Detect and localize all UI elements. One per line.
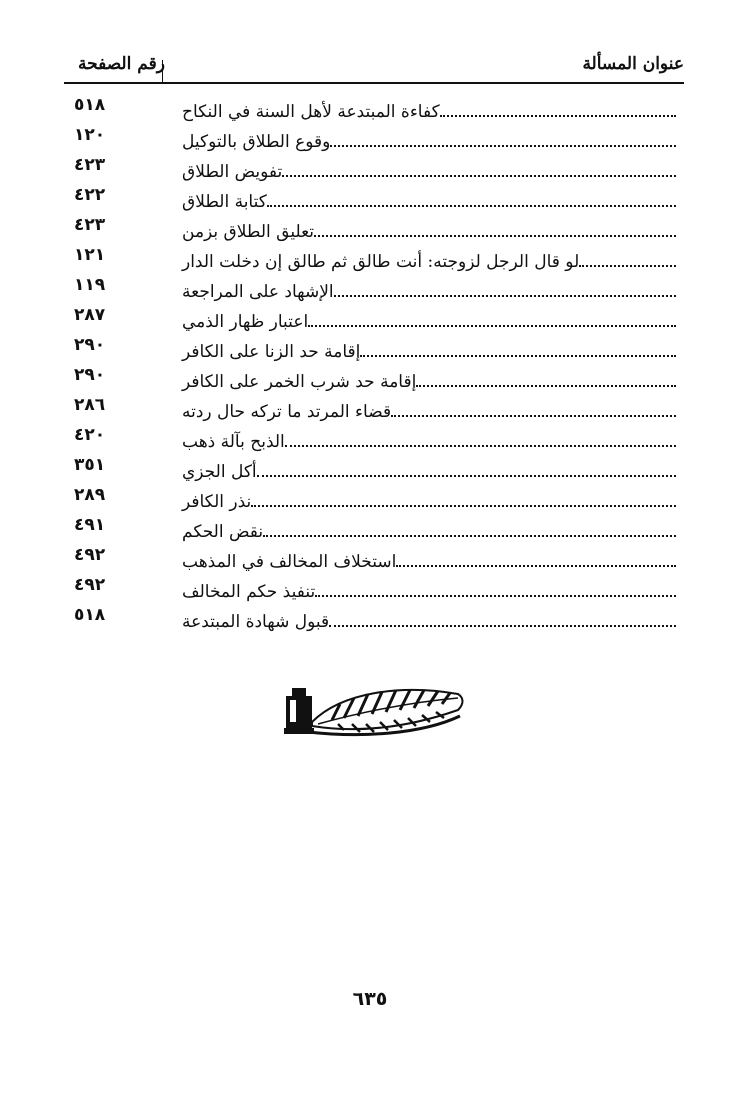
- entry-page-number: ١١٩: [74, 275, 106, 295]
- index-entry: [64, 395, 684, 425]
- index-entry: [64, 335, 684, 365]
- entry-page-number: ٤٩٢: [74, 575, 106, 595]
- entry-title: الذبح بآلة ذهب: [182, 432, 285, 452]
- index-entry-list: [64, 95, 684, 635]
- dot-leader: [416, 385, 676, 387]
- entry-line: [174, 245, 676, 273]
- entry-page-number: ٢٩٠: [74, 365, 106, 385]
- entry-title: أكل الجزي: [182, 462, 257, 482]
- entry-title: نذر الكافر: [182, 492, 252, 512]
- dot-leader: [579, 265, 676, 267]
- entry-page-number: ٣٥١: [74, 455, 106, 475]
- index-entry: [64, 425, 684, 455]
- index-entry: [64, 95, 684, 125]
- entry-title: تنفيذ حكم المخالف: [182, 582, 316, 602]
- entry-line: [174, 275, 676, 303]
- index-entry: [64, 545, 684, 575]
- entry-page-number: ٢٨٩: [74, 485, 106, 505]
- index-entry: [64, 365, 684, 395]
- entry-title: قبول شهادة المبتدعة: [182, 612, 330, 632]
- entry-title: وقوع الطلاق بالتوكيل: [182, 132, 331, 152]
- index-entry: [64, 455, 684, 485]
- entry-line: [174, 575, 676, 603]
- entry-page-number: ٤٢٣: [74, 215, 106, 235]
- entry-page-number: ٤٢٣: [74, 155, 106, 175]
- dot-leader: [285, 445, 676, 447]
- column-page-heading: رقم الصفحة: [78, 54, 165, 74]
- index-entry: [64, 575, 684, 605]
- index-entry: [64, 185, 684, 215]
- dot-leader: [315, 595, 676, 597]
- entry-title: كفاءة المبتدعة لأهل السنة في النكاح: [182, 102, 440, 122]
- dot-leader: [308, 325, 676, 327]
- entry-title: كتابة الطلاق: [182, 192, 267, 212]
- index-entry: [64, 275, 684, 305]
- entry-line: [174, 545, 676, 573]
- index-entry: [64, 125, 684, 155]
- dot-leader: [396, 565, 676, 567]
- entry-title: إقامة حد شرب الخمر على الكافر: [182, 372, 417, 392]
- dot-leader: [267, 205, 676, 207]
- index-entry: [64, 515, 684, 545]
- entry-title: لو قال الرجل لزوجته: أنت طالق ثم طالق إن دخلت الدار: [182, 252, 580, 272]
- entry-title: اعتبار ظهار الذمي: [182, 312, 309, 332]
- entry-line: [174, 95, 676, 123]
- entry-page-number: ٢٨٦: [74, 395, 106, 415]
- header-rule: [64, 82, 684, 84]
- entry-line: [174, 365, 676, 393]
- entry-title: تفويض الطلاق: [182, 162, 283, 182]
- entry-line: [174, 185, 676, 213]
- entry-line: [174, 425, 676, 453]
- dot-leader: [330, 145, 676, 147]
- entry-line: [174, 335, 676, 363]
- entry-title: نقض الحكم: [182, 522, 264, 542]
- entry-line: [174, 455, 676, 483]
- index-entry: [64, 305, 684, 335]
- entry-title: إقامة حد الزنا على الكافر: [182, 342, 361, 362]
- entry-title: الإشهاد على المراجعة: [182, 282, 334, 302]
- entry-page-number: ٢٩٠: [74, 335, 106, 355]
- entry-page-number: ٤٢٢: [74, 185, 106, 205]
- entry-page-number: ٤٩٢: [74, 545, 106, 565]
- index-entry: [64, 245, 684, 275]
- dot-leader: [360, 355, 676, 357]
- entry-page-number: ٥١٨: [74, 95, 106, 115]
- entry-line: [174, 125, 676, 153]
- index-entry: [64, 215, 684, 245]
- dot-leader: [391, 415, 676, 417]
- dot-leader: [282, 175, 676, 177]
- dot-leader: [440, 115, 676, 117]
- entry-page-number: ١٢١: [74, 245, 106, 265]
- index-entry: [64, 605, 684, 635]
- index-entry: [64, 485, 684, 515]
- inkwell-quill-ornament-icon: [282, 682, 468, 740]
- entry-page-number: ٤٩١: [74, 515, 106, 535]
- entry-line: [174, 215, 676, 243]
- dot-leader: [314, 235, 676, 237]
- index-entry: [64, 155, 684, 185]
- entry-line: [174, 515, 676, 543]
- entry-page-number: ١٢٠: [74, 125, 106, 145]
- column-title-heading: عنوان المسألة: [582, 54, 684, 74]
- dot-leader: [263, 535, 676, 537]
- entry-line: [174, 305, 676, 333]
- entry-page-number: ٤٢٠: [74, 425, 106, 445]
- entry-line: [174, 395, 676, 423]
- entry-title: قضاء المرتد ما تركه حال ردته: [182, 402, 392, 422]
- entry-line: [174, 605, 676, 633]
- page-number: ٦٣٥: [352, 988, 388, 1010]
- entry-line: [174, 155, 676, 183]
- entry-line: [174, 485, 676, 513]
- dot-leader: [334, 295, 676, 297]
- entry-page-number: ٥١٨: [74, 605, 106, 625]
- dot-leader: [257, 475, 676, 477]
- dot-leader: [251, 505, 676, 507]
- table-header: [64, 52, 684, 80]
- header-column-divider: [162, 60, 163, 82]
- entry-page-number: ٢٨٧: [74, 305, 106, 325]
- entry-title: استخلاف المخالف في المذهب: [182, 552, 397, 572]
- dot-leader: [329, 625, 676, 627]
- entry-title: تعليق الطلاق بزمن: [182, 222, 315, 242]
